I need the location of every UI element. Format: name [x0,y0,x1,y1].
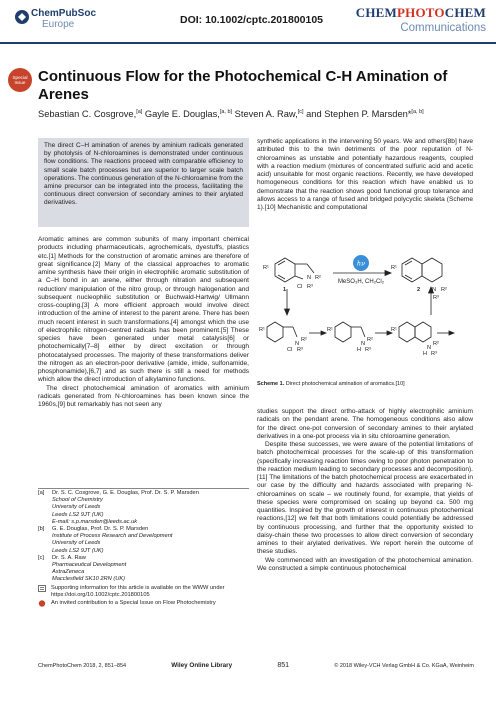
svg-text:N: N [307,275,312,281]
journal-name: CHEMPHOTOCHEM [355,5,486,20]
svg-text:Cl: Cl [287,347,293,353]
product-structure [402,258,442,282]
affiliations-block [38,490,249,607]
svg-text:H: H [423,351,428,357]
page-number: 851 [277,662,290,669]
affiliation-divider [38,488,249,489]
abstract-box: The direct C–H amination of arenes by aminium radicals generated by photolysis of N-chloroamines is demonstrated under continuous flow conditions. The reactions proceed with comparable efficiency to small scale batch processes but are superior to larger scale batch operations. The continuous generation of the N-chloroamine from the amine precursor can be integrated into the process, facilitating the continuous direct conversion of secondary amines to their arylated derivatives. [38,138,249,227]
light-label: hν [356,259,366,268]
right-column-top-body [257,138,473,212]
author[interactable]: Gayle E. Douglas,[a, b] [144,109,233,120]
corresponding-email[interactable]: E-mail: s.p.marsden@leeds.ac.uk [52,518,138,525]
special-issue-badge [8,68,32,92]
svg-text:Cl: Cl [297,284,303,290]
scheme-1-caption [257,381,473,387]
copyright: © 2018 Wiley-VCH Verlag GmbH & Co. KGaA, Weinheim [334,662,474,669]
svg-text:R¹: R¹ [263,265,269,271]
author[interactable]: and Stephen P. Marsden*[a, b] [306,109,424,120]
svg-text:R³: R³ [365,347,371,353]
intermediate-2-structure [335,322,365,342]
svg-text:R²: R² [441,287,447,293]
svg-text:R¹: R¹ [327,327,333,333]
affiliation-c: [c] Dr. S. A. Raw Pharmaceutical Development AstraZeneca Macclesfield SK10 2RN (UK) [38,554,127,583]
caption-text: Direct photochemical amination of aromatics.[10] [285,381,405,387]
svg-text:R¹: R¹ [259,327,265,333]
supporting-info-icon [38,585,46,592]
reaction-conditions: MeSO₃H, CH₂Cl₂ [337,279,385,285]
svg-text:N: N [432,287,437,293]
publisher-name: ChemPubSoc [31,8,97,19]
special-issue-note: An invited contribution to a Special Issue on Flow Photochemistry [38,600,249,607]
body-paragraph: Despite these successes, we were aware of the potential limitations of batch photochemical processes for the scale-up of this transformation (specifically increasing reaction times owing to poor photon penetration to the reaction medium leading to secondary processes and decomposition).[11] The limitations of the batch photochemical process are exacerbated in our case by the difficulty and hazards associated with preparing N-chloroamines on scale – we routinely found, for example, that yields of these species were compromised on scaling up beyond ca. 500 mg quantities. Inspired by the growth of interest in continuous photochemical reactions,[12] we felt that both limitations could potentially be addressed by continuous processing, and further that the opportunity existed to daisy-chain these two processes to allow direct conversion of secondary amines to their arylated derivatives. We report herein the outcome of these studies. [257,441,473,556]
svg-text:R³: R³ [297,347,303,353]
intermediate-1-structure [267,322,297,342]
journal-section: Communications [400,22,486,34]
wiley-online-library-link[interactable]: Wiley Online Library [171,662,233,669]
svg-text:R³: R³ [307,284,313,290]
reaction-scheme-graphic [257,251,473,381]
special-issue-icon [38,600,46,607]
author[interactable]: Sebastian C. Cosgrove,[a] [38,109,143,120]
badge-line-2: Issue [14,80,26,85]
body-paragraph: The direct photochemical amination of aromatics with aminium radicals generated from N-chloroamines has been known since the 1960s,[9] but remarkably has not seen any [38,384,249,408]
compound-2-label: 2 [417,287,421,293]
svg-text:H: H [357,347,362,353]
author[interactable]: Steven A. Raw,[c] [234,109,304,120]
svg-text:R²: R² [301,337,307,343]
svg-text:R²: R² [367,337,373,343]
citation: ChemPhotoChem 2018, 2, 851–854 [38,662,127,669]
body-paragraph: Aromatic amines are common subunits of many important chemical products including pharmaceuticals, agrochemicals, dyestuffs, plastics etc.[1] Methods for the construction of aromatic amines are therefore of great significance.[2] Many of the classical approaches to aromatic amine synthesis have their origin in electrophilic aromatic substitution of a C–H bond in an arene, either through nitration and subsequent reduction/ manipulation of the nitro group, or through halogenation and subsequent nucleophilic substitution or Buchwald-Hartwig/ Ullmann cross-coupling.[3] A more efficient approach would involve direct introduction of the amine of interest to the parent arene. There has been much recent interest in such transformations,[4] amongst which the use of electrophilic nitrogen-centred radicals has been prominent.[5] These species have been generated under metal catalysis[6] or photochemically[7–8] either by direct excitation or through photocatalysed processes. The majority of these transformations deliver the nitrogen as an electron-poor derivative (amide, imide, sulfonamide, phosphonamide),[6,7] and as such there is still a need for methods which allow the direct introduction of alkylamino functions. [38,236,249,384]
affiliation-a: [a] Dr. S. C. Cosgrove, G. E. Douglas, Prof. Dr. S. P. Marsden School of Chemistry University of Leeds Leeds LS2 9JT (UK) E-mail: s.p.marsden@leeds.ac.uk [38,490,249,526]
svg-text:N: N [295,341,300,347]
article-title: Continuous Flow for the Photochemical C-H Amination of Arenes [38,68,448,103]
intermediate-3-structure [399,322,431,342]
svg-text:R³: R³ [431,351,437,357]
badge-line-1: Special [12,75,28,80]
svg-text:N: N [361,341,366,347]
chempubsoc-logo-icon [14,9,30,25]
svg-text:R¹: R¹ [391,327,397,333]
right-column-bottom-body [257,408,473,573]
affiliation-b: [b] G. E. Douglas, Prof. Dr. S. P. Marsden Institute of Process Research and Development University of Leeds Leeds LS2 9JT (UK) [38,526,173,554]
publisher-region: Europe [42,19,75,30]
body-paragraph: We commenced with an investigation of the photochemical amination. We constructed a simple continuous photochemical [257,556,473,572]
svg-text:R³: R³ [433,295,439,301]
svg-text:R²: R² [315,275,321,281]
header-divider [0,42,496,44]
scheme-1-figure [257,251,473,381]
page-footer [38,662,474,669]
supporting-info-note[interactable]: Supporting information for this article is available on the WWW under https://doi.org/10.1002/cptc.201800105 [38,585,249,599]
left-column-body [38,236,249,409]
svg-text:R²: R² [433,341,439,347]
svg-text:N: N [427,345,432,351]
journal-logo [356,5,486,34]
publisher-logo [14,8,134,38]
author-list [38,109,486,119]
doi-link[interactable]: DOI: 10.1002/cptc.201800105 [180,14,324,26]
svg-text:R¹: R¹ [391,265,397,271]
compound-1-label: 1 [283,287,287,293]
body-paragraph: studies support the direct ortho-attack of highly electrophilic aminium radicals on the pendant arene. The homogeneous conditions also allow for the direct one-pot conversion of secondary amines to their arylated derivatives in a one-pot process via in situ chloroamine generation. [257,408,473,440]
caption-label: Scheme 1. [257,381,285,387]
body-paragraph: synthetic applications in the intervening 50 years. We and others[8b] have attributed this to the twin detriments of the poor reputation of N-chloroamines as unstable and potentially hazardous reagents, coupled with a reaction medium (mixtures of concentrated sulfuric acid and acetic acid) unsuitable for most organic reactions. Recently, we have developed homogeneous conditions for this reaction which have enabled us to demonstrate that the reaction shows good functional group tolerance and allows access to a range of fused and bridged polycyclic skeleta (Scheme 1).[10] Mechanistic and computational [257,138,473,211]
